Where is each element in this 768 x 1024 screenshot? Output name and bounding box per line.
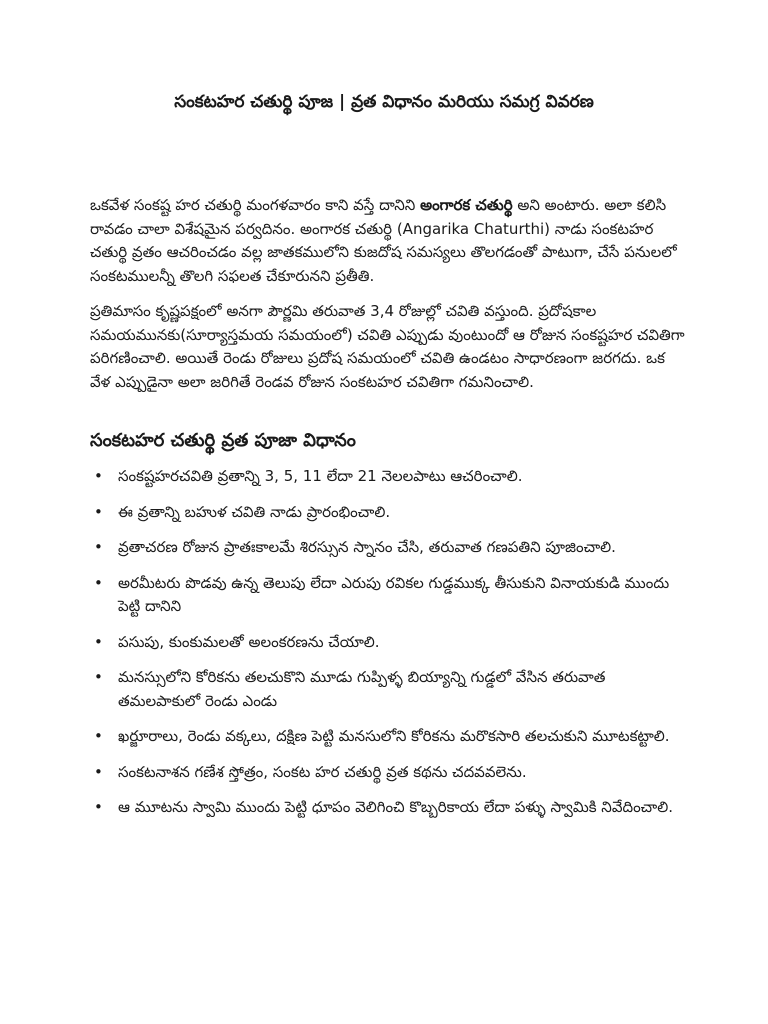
list-item: • సంకష్టహరచవితి వ్రతాన్ని 3, 5, 11 లేదా 21 నెలలపాటు ఆచరించాలి.	[118, 465, 685, 489]
page-title: సంకటహర చతుర్థి పూజ | వ్రత విధానం మరియు సమగ్ర వివరణ	[174, 92, 594, 112]
intro-bold-term: అంగారక చతుర్థి	[420, 196, 513, 214]
document-body	[90, 194, 685, 832]
intro-paragraph	[90, 194, 685, 288]
list-item: • పసుపు, కుంకుమలతో అలంకరణను చేయాలి.	[118, 631, 685, 655]
intro-text-1: ఒకవేళ సంకష్ట హర చతుర్థి మంగళవారం కాని వస్తే దానిని	[90, 196, 421, 214]
list-item: • ఈ వ్రతాన్ని బహుళ చవితి నాడు ప్రారంభించాలి.	[118, 501, 685, 525]
section-heading: సంకటహర చతుర్థి వ్రత పూజా విధానం	[90, 430, 356, 451]
list-item: • సంకటనాశన గణేశ స్తోత్రం, సంకట హర చతుర్థి వ్రత కథను చదవవలెను.	[118, 761, 685, 785]
list-item: • మనస్సులోని కోరికను తలచుకొని మూడు గుప్పిళ్ళ బియ్యాన్ని గుడ్డలో వేసిన తరువాత తమలపాకులో రెండు ఎండు	[118, 666, 685, 713]
list-item: • వ్రతాచరణ రోజున ప్రాతఃకాలమే శిరస్సున స్నానం చేసి, తరువాత గణపతిని పూజించాలి.	[118, 536, 685, 560]
procedure-list	[90, 465, 685, 820]
list-item: • ఖర్జూరాలు, రెండు వక్కలు, దక్షిణ పెట్టి మనసులోని కోరికను మరొకసారి తలచుకుని మూటకట్టాలి.	[118, 725, 685, 749]
list-item: • అరమీటరు పొడవు ఉన్న తెలుపు లేదా ఎరుపు రవికల గుడ్డముక్క తీసుకుని వినాయకుడి ముందు పెట్టి దానిని	[118, 572, 685, 619]
second-paragraph: ప్రతిమాసం కృష్ణపక్షంలో అనగా పౌర్ణమి తరువాత 3,4 రోజుల్లో చవితి వస్తుంది. ప్రదోషకాల సమయమునకు(సూర్యాస్తమయ సమయంలో) చవితి ఎప్పుడు వుంటుందో ఆ రోజున సంకష్టహర చవితిగా పరిగణించాలి. అయితే రెండు రోజులు ప్రదోష సమయంలో చవితి ఉండటం సాధారణంగా జరగదు. ఒక వేళ ఎప్పుడైనా అలా జరిగితే రెండవ రోజున సంకటహర చవితిగా గమనించాలి.	[90, 302, 685, 391]
intro-text-2: అని అంటారు. అలా కలిసి రావడం చాలా విశేషమైన పర్వదినం. అంగారక చతుర్థి (Angarika Chaturthi) నాడు సంకటహర చతుర్థి వ్రతం ఆచరించడం వల్ల జాతకములోని కుజదోష సమస్యలు తొలగడంతో పాటుగా, చేసే పనులలో సంకటములన్నీ తొలగి సఫలత చేకూరునని ప్రతీతి.	[90, 196, 677, 285]
list-item: • ఆ మూటను స్వామి ముందు పెట్టి ధూపం వెలిగించి కొబ్బరికాయ లేదా పళ్ళు స్వామికి నివేదించాలి.	[118, 796, 685, 820]
